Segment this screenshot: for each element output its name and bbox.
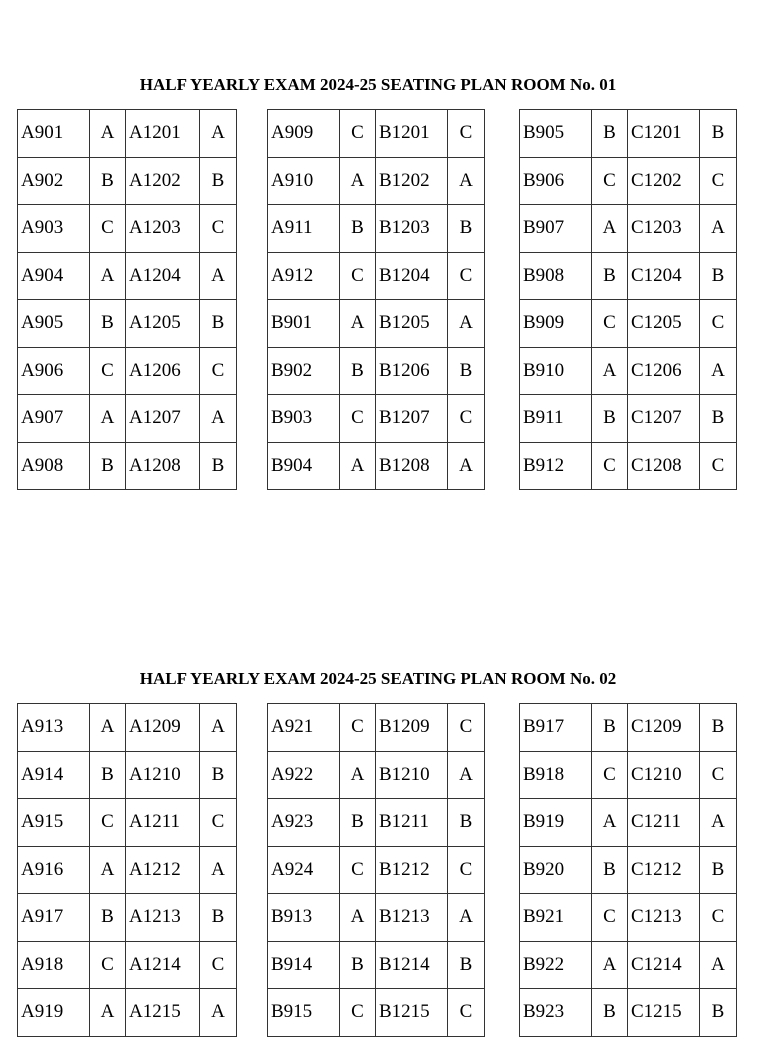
table-row [520, 395, 737, 443]
paper-set-cell: C [448, 846, 485, 894]
paper-set-cell: B [592, 252, 628, 300]
table-row [520, 799, 737, 847]
roll-number-cell: B902 [268, 347, 340, 395]
paper-set-cell: A [592, 799, 628, 847]
table-row [18, 799, 237, 847]
table-row [268, 252, 485, 300]
table-row [520, 846, 737, 894]
roll-number-cell: A917 [18, 894, 90, 942]
paper-set-cell: B [200, 300, 237, 348]
table-row [18, 846, 237, 894]
roll-number-cell: A923 [268, 799, 340, 847]
table-row [520, 300, 737, 348]
roll-number-cell: A913 [18, 704, 90, 752]
paper-set-cell: A [340, 442, 376, 490]
room-2-title: HALF YEARLY EXAM 2024-25 SEATING PLAN ROOM No. 02 [139, 669, 617, 688]
paper-set-cell: C [340, 395, 376, 443]
paper-set-cell: A [90, 846, 126, 894]
table-row [268, 157, 485, 205]
room-1-seat-table-3 [519, 109, 737, 490]
table-row [520, 989, 737, 1037]
paper-set-cell: A [448, 894, 485, 942]
roll-number-cell: B912 [520, 442, 592, 490]
paper-set-cell: A [340, 894, 376, 942]
paper-set-cell: C [90, 941, 126, 989]
roll-number-cell: C1201 [628, 110, 700, 158]
paper-set-cell: A [200, 395, 237, 443]
roll-number-cell: B918 [520, 751, 592, 799]
roll-number-cell: B910 [520, 347, 592, 395]
paper-set-cell: C [200, 799, 237, 847]
paper-set-cell: A [700, 347, 737, 395]
table-row [520, 347, 737, 395]
table-row [18, 989, 237, 1037]
table-row [268, 300, 485, 348]
roll-number-cell: A1202 [126, 157, 200, 205]
roll-number-cell: A914 [18, 751, 90, 799]
paper-set-cell: C [592, 442, 628, 490]
paper-set-cell: C [90, 347, 126, 395]
paper-set-cell: B [200, 157, 237, 205]
roll-number-cell: B907 [520, 205, 592, 253]
paper-set-cell: B [90, 751, 126, 799]
paper-set-cell: B [700, 989, 737, 1037]
paper-set-cell: B [700, 395, 737, 443]
paper-set-cell: C [700, 751, 737, 799]
table-row [18, 941, 237, 989]
roll-number-cell: A1203 [126, 205, 200, 253]
roll-number-cell: A912 [268, 252, 340, 300]
paper-set-cell: C [340, 704, 376, 752]
paper-set-cell: B [448, 205, 485, 253]
roll-number-cell: B904 [268, 442, 340, 490]
table-row [268, 894, 485, 942]
paper-set-cell: C [592, 894, 628, 942]
table-row [268, 941, 485, 989]
paper-set-cell: B [200, 442, 237, 490]
table-row [18, 395, 237, 443]
paper-set-cell: C [700, 157, 737, 205]
roll-number-cell: B923 [520, 989, 592, 1037]
roll-number-cell: B1215 [376, 989, 448, 1037]
roll-number-cell: A1207 [126, 395, 200, 443]
table-row [520, 157, 737, 205]
table-row [18, 252, 237, 300]
roll-number-cell: B914 [268, 941, 340, 989]
roll-number-cell: A915 [18, 799, 90, 847]
paper-set-cell: B [700, 252, 737, 300]
roll-number-cell: B908 [520, 252, 592, 300]
roll-number-cell: B1203 [376, 205, 448, 253]
paper-set-cell: C [448, 252, 485, 300]
roll-number-cell: C1204 [628, 252, 700, 300]
roll-number-cell: C1214 [628, 941, 700, 989]
roll-number-cell: B1211 [376, 799, 448, 847]
paper-set-cell: C [200, 941, 237, 989]
roll-number-cell: A924 [268, 846, 340, 894]
table-row [268, 799, 485, 847]
roll-number-cell: B1206 [376, 347, 448, 395]
paper-set-cell: A [90, 252, 126, 300]
paper-set-cell: B [592, 846, 628, 894]
paper-set-cell: A [700, 799, 737, 847]
paper-set-cell: A [448, 157, 485, 205]
roll-number-cell: C1210 [628, 751, 700, 799]
roll-number-cell: A1211 [126, 799, 200, 847]
paper-set-cell: A [592, 941, 628, 989]
room-2-seat-table-2 [267, 703, 485, 1037]
paper-set-cell: C [592, 751, 628, 799]
roll-number-cell: A906 [18, 347, 90, 395]
table-row [268, 110, 485, 158]
table-row [520, 751, 737, 799]
table-row [18, 300, 237, 348]
paper-set-cell: C [700, 894, 737, 942]
roll-number-cell: A1201 [126, 110, 200, 158]
table-row [18, 442, 237, 490]
paper-set-cell: B [90, 442, 126, 490]
paper-set-cell: B [340, 205, 376, 253]
paper-set-cell: A [90, 395, 126, 443]
paper-set-cell: A [700, 205, 737, 253]
roll-number-cell: B913 [268, 894, 340, 942]
paper-set-cell: B [592, 989, 628, 1037]
table-row [18, 751, 237, 799]
paper-set-cell: A [340, 157, 376, 205]
table-row [18, 704, 237, 752]
paper-set-cell: A [200, 110, 237, 158]
paper-set-cell: C [90, 205, 126, 253]
roll-number-cell: A902 [18, 157, 90, 205]
paper-set-cell: B [90, 300, 126, 348]
roll-number-cell: B1214 [376, 941, 448, 989]
paper-set-cell: A [200, 704, 237, 752]
paper-set-cell: A [200, 252, 237, 300]
roll-number-cell: B901 [268, 300, 340, 348]
roll-number-cell: A922 [268, 751, 340, 799]
roll-number-cell: B911 [520, 395, 592, 443]
roll-number-cell: A1205 [126, 300, 200, 348]
paper-set-cell: B [90, 894, 126, 942]
paper-set-cell: C [448, 989, 485, 1037]
roll-number-cell: A921 [268, 704, 340, 752]
paper-set-cell: C [340, 110, 376, 158]
roll-number-cell: A1208 [126, 442, 200, 490]
paper-set-cell: B [592, 110, 628, 158]
roll-number-cell: B1205 [376, 300, 448, 348]
room-2-seat-table-1 [17, 703, 237, 1037]
table-row [268, 347, 485, 395]
paper-set-cell: B [700, 110, 737, 158]
paper-set-cell: B [700, 704, 737, 752]
paper-set-cell: C [592, 300, 628, 348]
paper-set-cell: B [90, 157, 126, 205]
paper-set-cell: B [448, 799, 485, 847]
paper-set-cell: A [200, 989, 237, 1037]
roll-number-cell: C1202 [628, 157, 700, 205]
paper-set-cell: A [448, 751, 485, 799]
paper-set-cell: A [592, 347, 628, 395]
roll-number-cell: A1212 [126, 846, 200, 894]
room-1-seat-table-1 [17, 109, 237, 490]
roll-number-cell: A901 [18, 110, 90, 158]
roll-number-cell: B1201 [376, 110, 448, 158]
paper-set-cell: C [340, 846, 376, 894]
table-row [520, 205, 737, 253]
roll-number-cell: A919 [18, 989, 90, 1037]
paper-set-cell: A [340, 751, 376, 799]
paper-set-cell: B [340, 799, 376, 847]
roll-number-cell: B920 [520, 846, 592, 894]
paper-set-cell: C [340, 252, 376, 300]
roll-number-cell: C1215 [628, 989, 700, 1037]
roll-number-cell: B922 [520, 941, 592, 989]
roll-number-cell: C1207 [628, 395, 700, 443]
table-row [520, 894, 737, 942]
paper-set-cell: A [200, 846, 237, 894]
roll-number-cell: B917 [520, 704, 592, 752]
table-row [18, 347, 237, 395]
paper-set-cell: B [700, 846, 737, 894]
roll-number-cell: A909 [268, 110, 340, 158]
roll-number-cell: A910 [268, 157, 340, 205]
roll-number-cell: A907 [18, 395, 90, 443]
table-row [18, 205, 237, 253]
paper-set-cell: B [340, 941, 376, 989]
paper-set-cell: A [700, 941, 737, 989]
roll-number-cell: B1210 [376, 751, 448, 799]
roll-number-cell: A918 [18, 941, 90, 989]
roll-number-cell: C1213 [628, 894, 700, 942]
table-row [268, 442, 485, 490]
table-row [268, 395, 485, 443]
roll-number-cell: B1209 [376, 704, 448, 752]
table-row [18, 110, 237, 158]
paper-set-cell: A [448, 442, 485, 490]
paper-set-cell: C [448, 110, 485, 158]
roll-number-cell: B1208 [376, 442, 448, 490]
roll-number-cell: B1213 [376, 894, 448, 942]
roll-number-cell: A1206 [126, 347, 200, 395]
table-row [520, 704, 737, 752]
paper-set-cell: C [592, 157, 628, 205]
roll-number-cell: B1207 [376, 395, 448, 443]
paper-set-cell: B [448, 941, 485, 989]
roll-number-cell: B915 [268, 989, 340, 1037]
paper-set-cell: A [592, 205, 628, 253]
roll-number-cell: C1203 [628, 205, 700, 253]
paper-set-cell: C [90, 799, 126, 847]
paper-set-cell: C [340, 989, 376, 1037]
roll-number-cell: A916 [18, 846, 90, 894]
roll-number-cell: C1212 [628, 846, 700, 894]
paper-set-cell: B [592, 704, 628, 752]
paper-set-cell: C [200, 205, 237, 253]
paper-set-cell: A [448, 300, 485, 348]
roll-number-cell: C1211 [628, 799, 700, 847]
table-row [18, 157, 237, 205]
roll-number-cell: A908 [18, 442, 90, 490]
roll-number-cell: A1204 [126, 252, 200, 300]
roll-number-cell: B1212 [376, 846, 448, 894]
roll-number-cell: A905 [18, 300, 90, 348]
paper-set-cell: C [200, 347, 237, 395]
roll-number-cell: B921 [520, 894, 592, 942]
table-row [268, 846, 485, 894]
roll-number-cell: C1206 [628, 347, 700, 395]
roll-number-cell: B903 [268, 395, 340, 443]
room-1-title: HALF YEARLY EXAM 2024-25 SEATING PLAN ROOM No. 01 [139, 75, 617, 94]
table-row [18, 894, 237, 942]
roll-number-cell: C1209 [628, 704, 700, 752]
table-row [520, 110, 737, 158]
table-row [520, 252, 737, 300]
paper-set-cell: B [592, 395, 628, 443]
table-row [268, 205, 485, 253]
paper-set-cell: C [700, 442, 737, 490]
roll-number-cell: A1210 [126, 751, 200, 799]
roll-number-cell: B919 [520, 799, 592, 847]
paper-set-cell: A [90, 704, 126, 752]
paper-set-cell: A [340, 300, 376, 348]
roll-number-cell: B1202 [376, 157, 448, 205]
roll-number-cell: A903 [18, 205, 90, 253]
paper-set-cell: B [448, 347, 485, 395]
roll-number-cell: B1204 [376, 252, 448, 300]
paper-set-cell: B [200, 751, 237, 799]
roll-number-cell: C1205 [628, 300, 700, 348]
roll-number-cell: C1208 [628, 442, 700, 490]
roll-number-cell: A1215 [126, 989, 200, 1037]
table-row [268, 751, 485, 799]
room-2-seat-table-3 [519, 703, 737, 1037]
roll-number-cell: B905 [520, 110, 592, 158]
paper-set-cell: A [90, 989, 126, 1037]
table-row [520, 442, 737, 490]
roll-number-cell: A1209 [126, 704, 200, 752]
paper-set-cell: B [200, 894, 237, 942]
table-row [520, 941, 737, 989]
paper-set-cell: B [340, 347, 376, 395]
paper-set-cell: C [700, 300, 737, 348]
roll-number-cell: A1213 [126, 894, 200, 942]
roll-number-cell: A904 [18, 252, 90, 300]
roll-number-cell: A911 [268, 205, 340, 253]
paper-set-cell: A [90, 110, 126, 158]
paper-set-cell: C [448, 395, 485, 443]
room-1-seat-table-2 [267, 109, 485, 490]
roll-number-cell: B906 [520, 157, 592, 205]
paper-set-cell: C [448, 704, 485, 752]
roll-number-cell: A1214 [126, 941, 200, 989]
table-row [268, 989, 485, 1037]
table-row [268, 704, 485, 752]
roll-number-cell: B909 [520, 300, 592, 348]
